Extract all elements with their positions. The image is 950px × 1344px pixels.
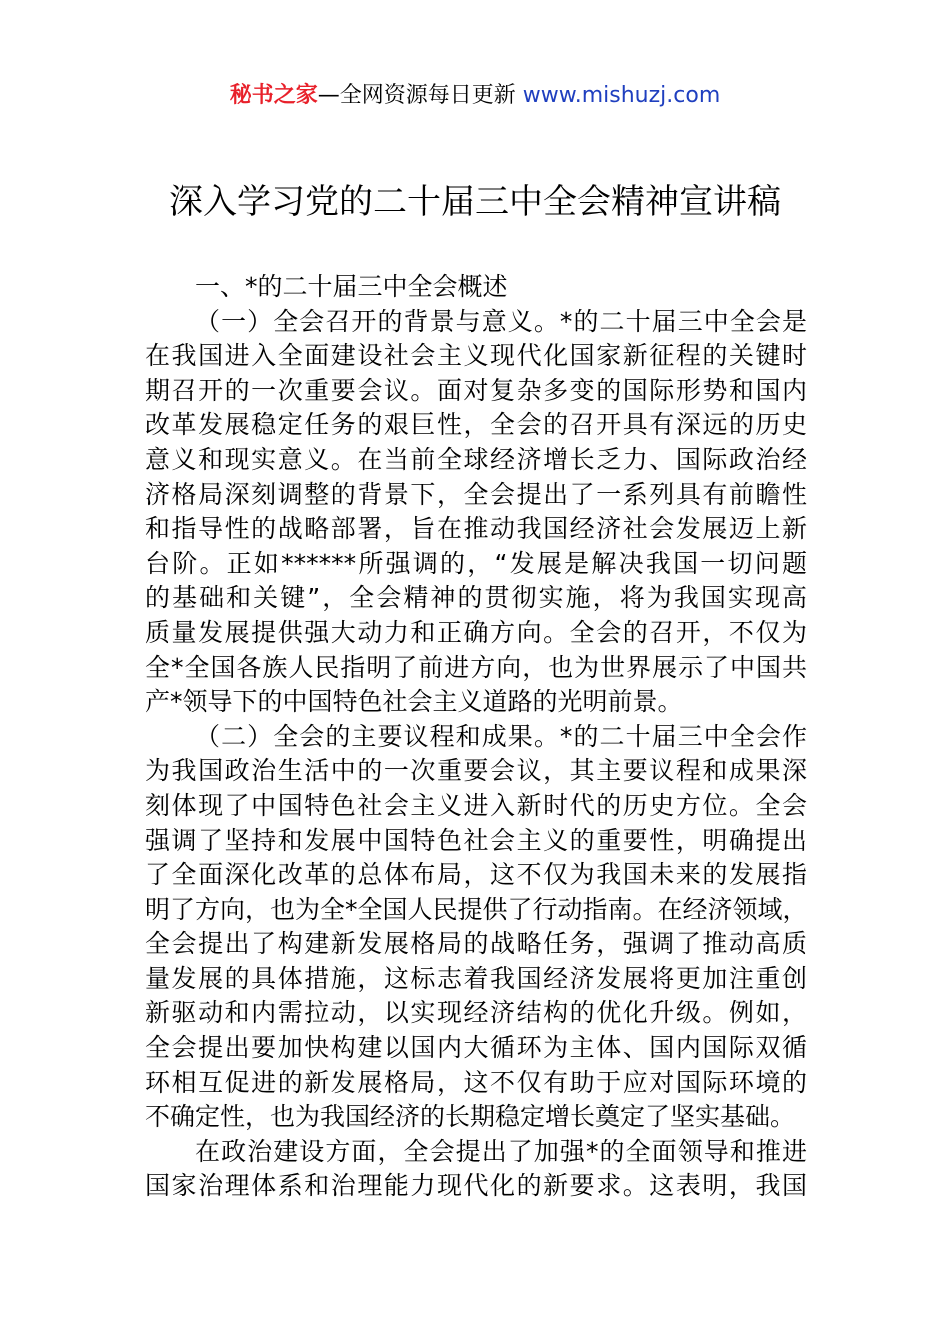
text-line: 为我国政治生活中的一次重要会议，其主要议程和成果深: [145, 756, 807, 786]
text-line: 强调了坚持和发展中国特色社会主义的重要性，明确提出: [145, 825, 807, 855]
text-line: 国家治理体系和治理能力现代化的新要求。这表明，我国: [145, 1171, 807, 1201]
text-line: 新驱动和内需拉动，以实现经济结构的优化升级。例如，: [145, 998, 807, 1028]
text-line: 质量发展提供强大动力和正确方向。全会的召开，不仅为: [145, 617, 807, 647]
text-line: （二）全会的主要议程和成果。*的二十届三中全会作: [195, 721, 807, 751]
text-line: 的基础和关键”，全会精神的贯彻实施，将为我国实现高: [145, 583, 807, 613]
text-line: 在政治建设方面，全会提出了加强*的全面领导和推进: [195, 1136, 807, 1166]
text-line: 产*领导下的中国特色社会主义道路的光明前景。: [145, 687, 683, 717]
text-line: 不确定性，也为我国经济的长期稳定增长奠定了坚实基础。: [145, 1102, 796, 1132]
text-line: （一）全会召开的背景与意义。*的二十届三中全会是: [195, 306, 807, 336]
brand-name: 秘书之家: [229, 83, 318, 108]
document-body: [145, 270, 807, 1204]
text-line: 意义和现实意义。在当前全球经济增长乏力、国际政治经: [145, 444, 807, 474]
text-line: 量发展的具体措施，这标志着我国经济发展将更加注重创: [145, 963, 807, 993]
text-line: 改革发展稳定任务的艰巨性，全会的召开具有深远的历史: [145, 410, 807, 440]
site-header: [0, 80, 950, 112]
site-url[interactable]: www.mishuzj.com: [522, 83, 721, 108]
section-heading: 一、*的二十届三中全会概述: [195, 272, 508, 301]
text-line: 全*全国各族人民指明了前进方向，也为世界展示了中国共: [145, 652, 807, 682]
text-line: 期召开的一次重要会议。面对复杂多变的国际形势和国内: [145, 375, 807, 405]
text-line: 济格局深刻调整的背景下，全会提出了一系列具有前瞻性: [145, 479, 807, 509]
text-line: 全会提出了构建新发展格局的战略任务，强调了推动高质: [145, 929, 807, 959]
text-line: 在我国进入全面建设社会主义现代化国家新征程的关键时: [145, 341, 807, 371]
text-line: 明了方向，也为全*全国人民提供了行动指南。在经济领域，: [145, 894, 808, 924]
text-line: 全会提出要加快构建以国内大循环为主体、国内国际双循: [145, 1033, 807, 1063]
text-line: 了全面深化改革的总体布局，这不仅为我国未来的发展指: [145, 860, 807, 890]
header-tagline: —全网资源每日更新: [317, 83, 516, 108]
text-line: 刻体现了中国特色社会主义进入新时代的历史方位。全会: [145, 790, 807, 820]
text-line: 台阶。正如******所强调的，“发展是解决我国一切问题: [145, 548, 807, 578]
text-line: 环相互促进的新发展格局，这不仅有助于应对国际环境的: [145, 1067, 807, 1097]
document-title: 深入学习党的二十届三中全会精神宣讲稿: [169, 182, 781, 222]
text-line: 和指导性的战略部署，旨在推动我国经济社会发展迈上新: [145, 514, 807, 544]
